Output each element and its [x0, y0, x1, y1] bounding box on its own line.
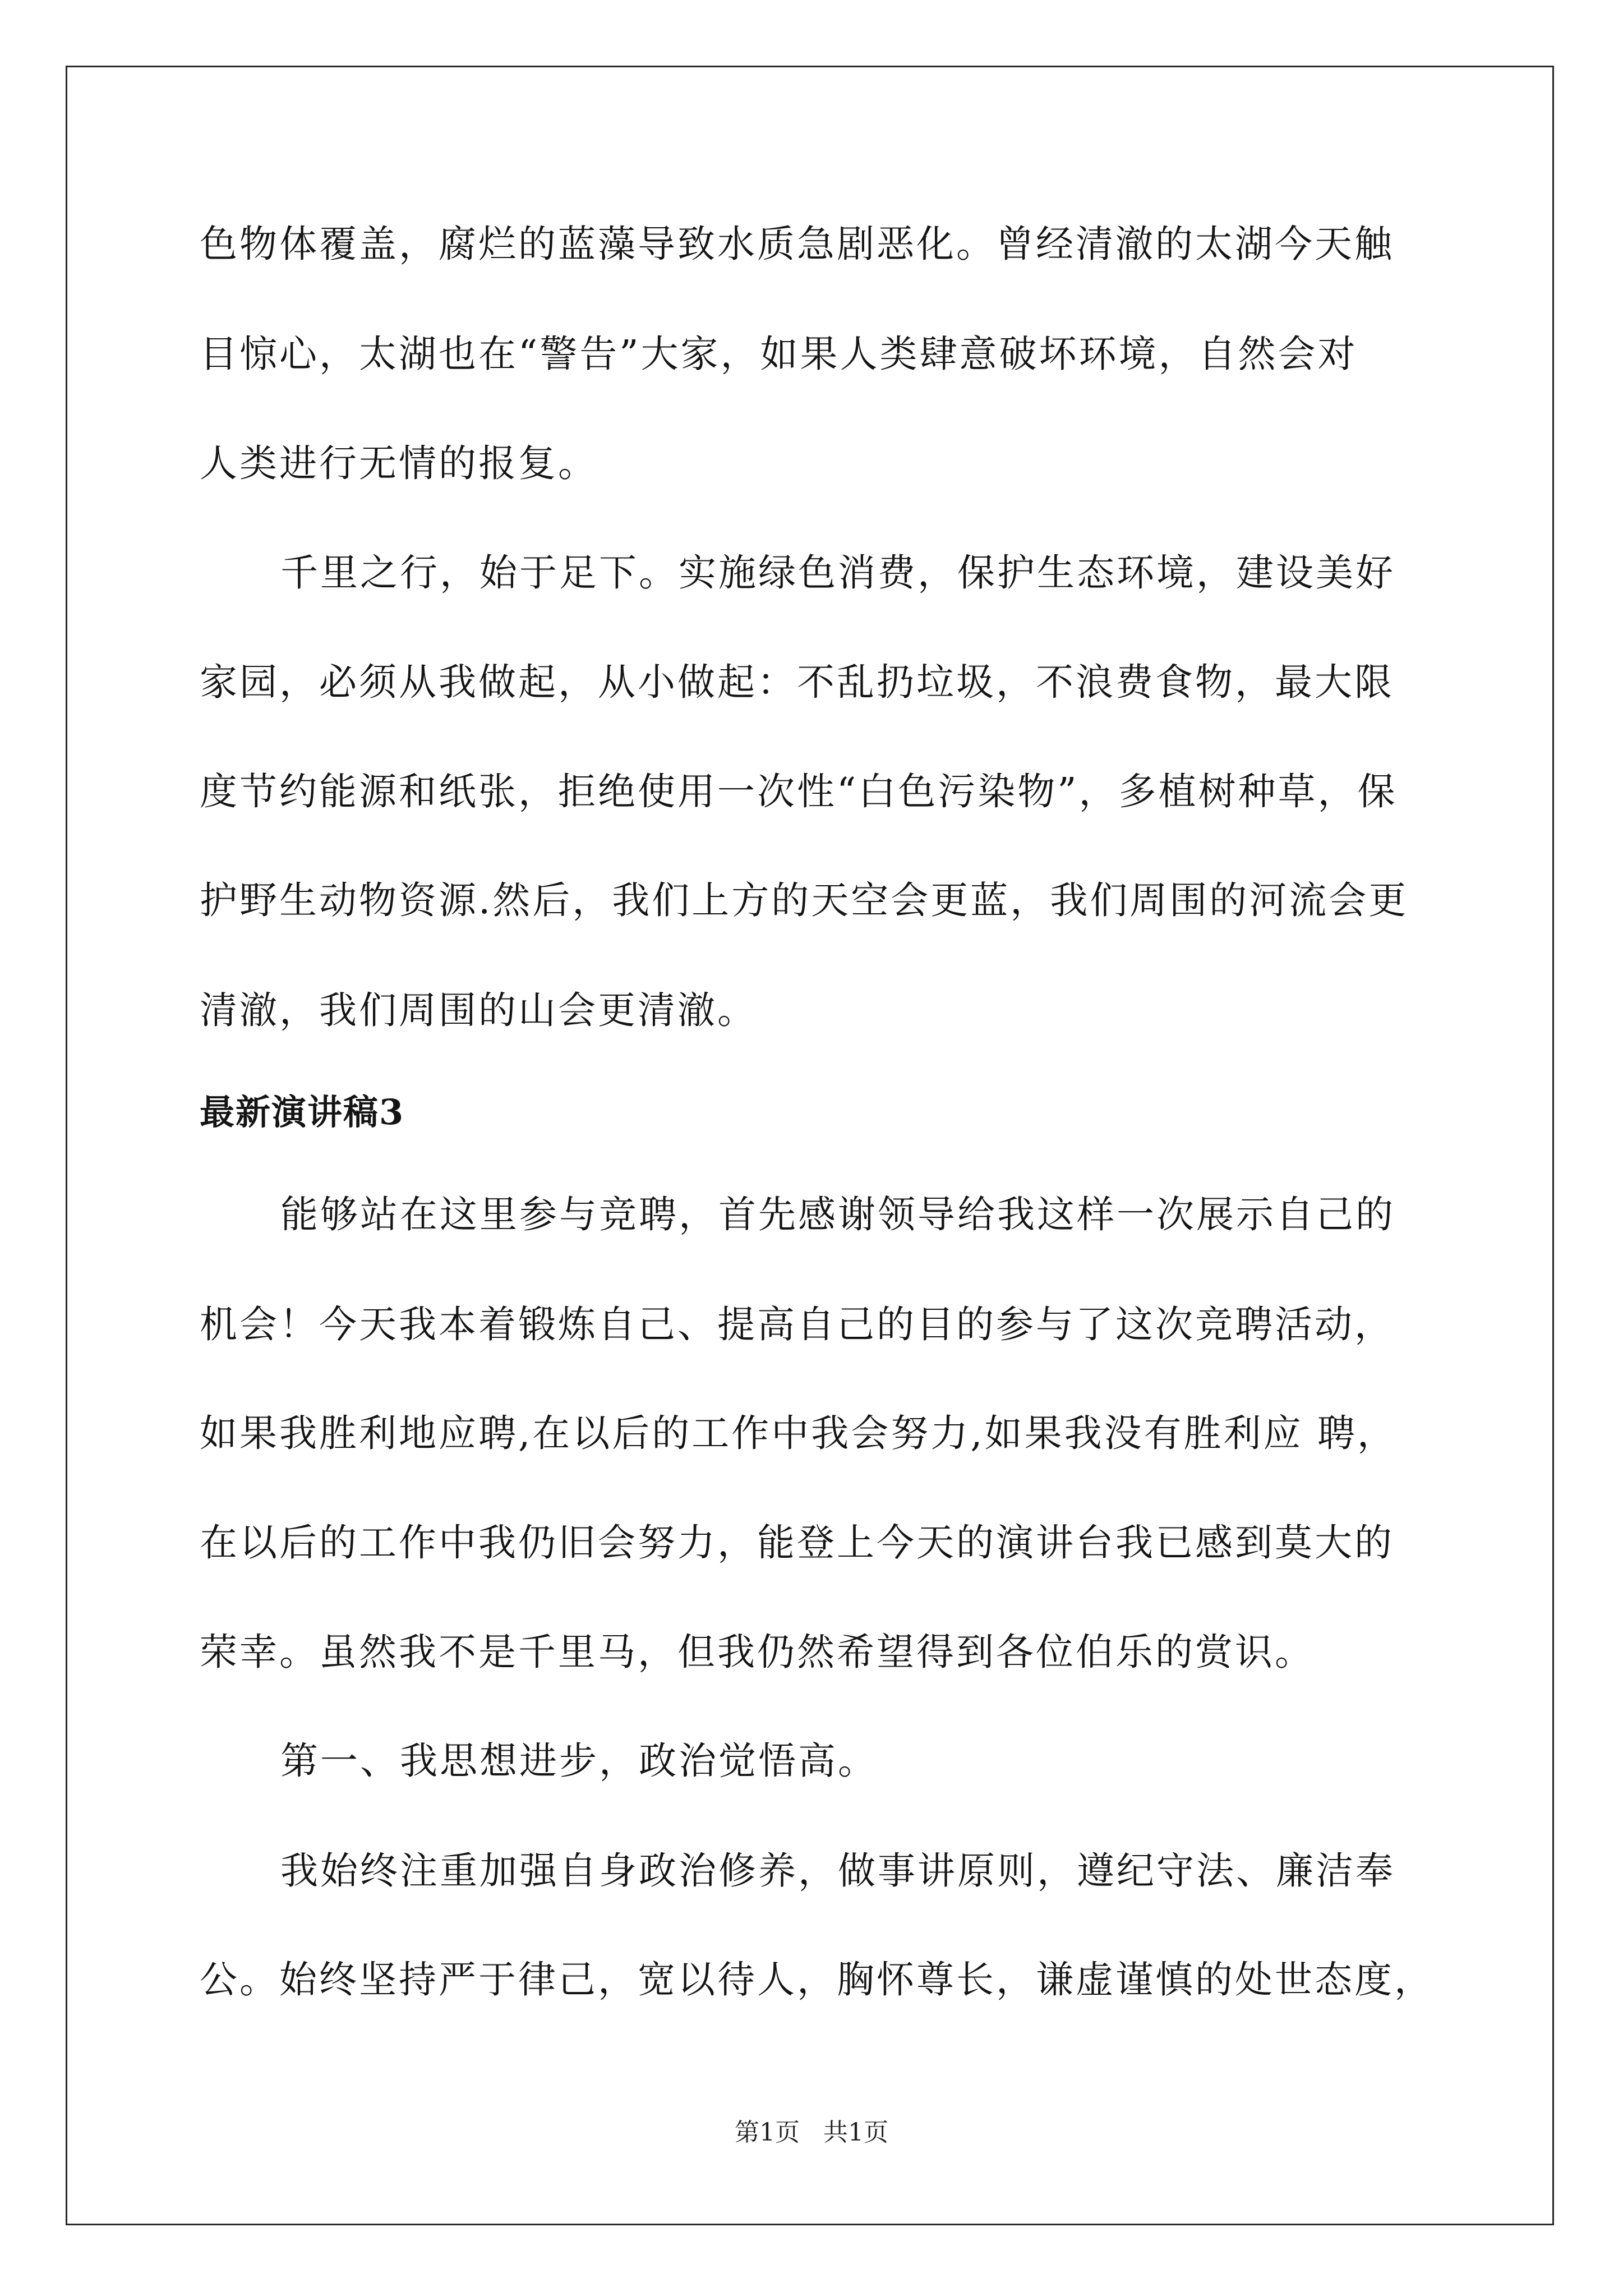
page-border [66, 66, 1554, 2225]
paragraph-green-consumption-line-1: 千里之行，始于足下。实施绿色消费，保护生态环境，建设美好 [280, 551, 1395, 595]
paragraph-opening-line-3: 如果我胜利地应聘,在以后的工作中我会努力,如果我没有胜利应 聘， [200, 1411, 1397, 1455]
paragraph-green-consumption-line-3: 度节约能源和纸张，拒绝使用一次性“白色污染物”，多植树种草，保 [200, 770, 1398, 813]
paragraph-taihu-line-1: 色物体覆盖，腐烂的蓝藻导致水质急剧恶化。曾经清澈的太湖今天触 [200, 222, 1394, 266]
paragraph-self-discipline-line-2: 公。始终坚持严于律己，宽以待人，胸怀尊长，谦虚谨慎的处世态度， [200, 1958, 1434, 2001]
paragraph-green-consumption-line-5: 清澈，我们周围的山会更清澈。 [200, 988, 757, 1032]
paragraph-taihu-line-2: 目惊心，太湖也在“警告”大家，如果人类肆意破坏环境，自然会对 [200, 332, 1358, 376]
paragraph-opening-line-5: 荣幸。虽然我不是千里马，但我仍然希望得到各位伯乐的赏识。 [200, 1630, 1315, 1674]
page-footer: 第1页 共1页 [735, 2118, 888, 2147]
paragraph-opening-line-2: 机会！今天我本着锻炼自己、提高自己的目的参与了这次竞聘活动， [200, 1303, 1394, 1346]
paragraph-opening-line-1: 能够站在这里参与竞聘，首先感谢领导给我这样一次展示自己的 [280, 1193, 1395, 1236]
paragraph-self-discipline-line-1: 我始终注重加强自身政治修养，做事讲原则，遵纪守法、廉洁奉 [280, 1849, 1395, 1893]
paragraph-taihu-line-3: 人类进行无情的报复。 [200, 441, 598, 485]
paragraph-first-point-line-1: 第一、我思想进步，政治觉悟高。 [280, 1739, 878, 1783]
section-heading: 最新演讲稿3 [200, 1092, 405, 1133]
paragraph-green-consumption-line-2: 家园，必须从我做起，从小做起：不乱扔垃圾，不浪费食物，最大限 [200, 660, 1394, 704]
paragraph-green-consumption-line-4: 护野生动物资源.然后，我们上方的天空会更蓝，我们周围的河流会更 [200, 878, 1409, 922]
paragraph-opening-line-4: 在以后的工作中我仍旧会努力，能登上今天的演讲台我已感到莫大的 [200, 1521, 1394, 1565]
